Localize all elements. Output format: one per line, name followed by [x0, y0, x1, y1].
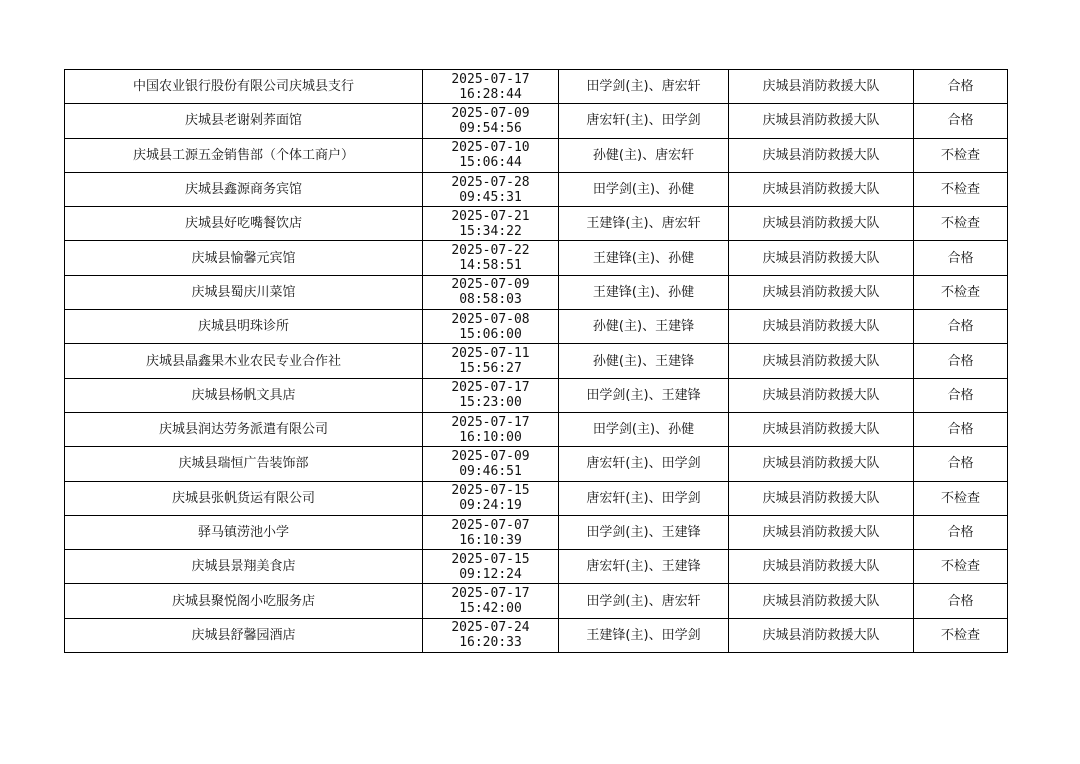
inspection-unit-cell: 庆城县消防救援大队 [729, 481, 914, 515]
unit-name-cell: 庆城县明珠诊所 [65, 310, 423, 344]
inspection-time-cell [423, 104, 559, 138]
inspector-cell: 唐宏轩(主)、田学剑 [559, 447, 729, 481]
inspection-date: 2025-07-22 [451, 243, 530, 259]
inspector-cell: 王建锋(主)、孙健 [559, 241, 729, 275]
table-row [65, 310, 1008, 344]
table-row [65, 618, 1008, 652]
inspection-time-cell [423, 207, 559, 241]
inspector-cell: 田学剑(主)、王建锋 [559, 515, 729, 549]
table-row [65, 172, 1008, 206]
inspector-cell: 田学剑(主)、孙健 [559, 172, 729, 206]
inspection-time-cell [423, 378, 559, 412]
table-row [65, 138, 1008, 172]
inspector-cell: 唐宏轩(主)、田学剑 [559, 481, 729, 515]
result-cell: 合格 [914, 241, 1008, 275]
inspection-clock: 14:58:51 [459, 258, 522, 274]
inspection-time-cell [423, 584, 559, 618]
unit-name-cell: 中国农业银行股份有限公司庆城县支行 [65, 70, 423, 104]
inspection-time-cell [423, 481, 559, 515]
inspection-unit-cell: 庆城县消防救援大队 [729, 275, 914, 309]
unit-name-cell: 庆城县舒馨园酒店 [65, 618, 423, 652]
unit-name-cell: 驿马镇涝池小学 [65, 515, 423, 549]
unit-name-cell: 庆城县老谢剁荞面馆 [65, 104, 423, 138]
inspection-unit-cell: 庆城县消防救援大队 [729, 378, 914, 412]
table-row [65, 344, 1008, 378]
unit-name-cell: 庆城县晶鑫果木业农民专业合作社 [65, 344, 423, 378]
result-cell: 不检查 [914, 275, 1008, 309]
table-row [65, 584, 1008, 618]
inspection-unit-cell: 庆城县消防救援大队 [729, 207, 914, 241]
inspection-time-cell [423, 550, 559, 584]
inspection-unit-cell: 庆城县消防救援大队 [729, 138, 914, 172]
inspection-clock: 09:46:51 [459, 463, 522, 479]
inspection-time-cell [423, 172, 559, 206]
inspection-clock: 15:34:22 [459, 223, 522, 239]
table-row [65, 275, 1008, 309]
inspection-clock: 09:12:24 [459, 566, 522, 582]
result-cell: 不检查 [914, 172, 1008, 206]
inspector-cell: 田学剑(主)、孙健 [559, 412, 729, 446]
result-cell: 合格 [914, 447, 1008, 481]
table-row [65, 241, 1008, 275]
unit-name-cell: 庆城县鑫源商务宾馆 [65, 172, 423, 206]
inspection-date: 2025-07-15 [451, 483, 530, 499]
inspection-clock: 09:24:19 [459, 498, 522, 514]
inspection-clock: 16:28:44 [459, 86, 522, 102]
inspection-time-cell [423, 70, 559, 104]
inspection-clock: 15:56:27 [459, 361, 522, 377]
table-row [65, 104, 1008, 138]
result-cell: 合格 [914, 70, 1008, 104]
inspection-unit-cell: 庆城县消防救援大队 [729, 241, 914, 275]
inspection-date: 2025-07-17 [451, 414, 530, 430]
unit-name-cell: 庆城县工源五金销售部（个体工商户） [65, 138, 423, 172]
inspection-unit-cell: 庆城县消防救援大队 [729, 515, 914, 549]
inspector-cell: 田学剑(主)、唐宏轩 [559, 70, 729, 104]
inspection-unit-cell: 庆城县消防救援大队 [729, 412, 914, 446]
inspection-unit-cell: 庆城县消防救援大队 [729, 344, 914, 378]
inspection-date: 2025-07-09 [451, 105, 530, 121]
inspection-date: 2025-07-17 [451, 71, 530, 87]
inspection-time-cell [423, 344, 559, 378]
table-row [65, 70, 1008, 104]
table-row [65, 207, 1008, 241]
unit-name-cell: 庆城县润达劳务派遣有限公司 [65, 412, 423, 446]
table-row [65, 550, 1008, 584]
inspection-time-cell [423, 515, 559, 549]
unit-name-cell: 庆城县聚悦阁小吃服务店 [65, 584, 423, 618]
unit-name-cell: 庆城县瑞恒广告装饰部 [65, 447, 423, 481]
inspection-table [64, 69, 1008, 653]
unit-name-cell: 庆城县张帆货运有限公司 [65, 481, 423, 515]
inspection-time-cell [423, 138, 559, 172]
table-row [65, 515, 1008, 549]
inspection-date: 2025-07-17 [451, 586, 530, 602]
result-cell: 不检查 [914, 618, 1008, 652]
inspection-clock: 09:45:31 [459, 189, 522, 205]
inspection-date: 2025-07-07 [451, 517, 530, 533]
inspection-date: 2025-07-24 [451, 620, 530, 636]
inspection-date: 2025-07-21 [451, 208, 530, 224]
result-cell: 合格 [914, 378, 1008, 412]
unit-name-cell: 庆城县景翔美食店 [65, 550, 423, 584]
inspector-cell: 唐宏轩(主)、王建锋 [559, 550, 729, 584]
result-cell: 合格 [914, 584, 1008, 618]
inspection-clock: 08:58:03 [459, 292, 522, 308]
result-cell: 合格 [914, 344, 1008, 378]
inspection-clock: 15:42:00 [459, 601, 522, 617]
inspector-cell: 王建锋(主)、田学剑 [559, 618, 729, 652]
inspection-unit-cell: 庆城县消防救援大队 [729, 70, 914, 104]
inspection-unit-cell: 庆城县消防救援大队 [729, 550, 914, 584]
inspection-unit-cell: 庆城县消防救援大队 [729, 310, 914, 344]
inspection-clock: 15:23:00 [459, 395, 522, 411]
inspection-date: 2025-07-28 [451, 174, 530, 190]
result-cell: 合格 [914, 310, 1008, 344]
inspection-unit-cell: 庆城县消防救援大队 [729, 618, 914, 652]
inspection-time-cell [423, 447, 559, 481]
inspection-time-cell [423, 618, 559, 652]
table-row [65, 378, 1008, 412]
result-cell: 合格 [914, 412, 1008, 446]
result-cell: 合格 [914, 104, 1008, 138]
inspection-date: 2025-07-09 [451, 448, 530, 464]
inspection-clock: 16:10:00 [459, 429, 522, 445]
result-cell: 不检查 [914, 550, 1008, 584]
inspection-date: 2025-07-10 [451, 140, 530, 156]
inspection-date: 2025-07-17 [451, 380, 530, 396]
result-cell: 不检查 [914, 481, 1008, 515]
unit-name-cell: 庆城县好吃嘴餐饮店 [65, 207, 423, 241]
table-row [65, 412, 1008, 446]
inspection-clock: 15:06:00 [459, 326, 522, 342]
unit-name-cell: 庆城县愉馨元宾馆 [65, 241, 423, 275]
result-cell: 不检查 [914, 207, 1008, 241]
inspection-time-cell [423, 310, 559, 344]
inspection-time-cell [423, 241, 559, 275]
inspector-cell: 孙健(主)、唐宏轩 [559, 138, 729, 172]
result-cell: 不检查 [914, 138, 1008, 172]
table-row [65, 447, 1008, 481]
inspector-cell: 孙健(主)、王建锋 [559, 344, 729, 378]
inspector-cell: 田学剑(主)、唐宏轩 [559, 584, 729, 618]
inspection-clock: 16:20:33 [459, 635, 522, 651]
table-body [65, 70, 1008, 653]
inspector-cell: 王建锋(主)、唐宏轩 [559, 207, 729, 241]
inspector-cell: 田学剑(主)、王建锋 [559, 378, 729, 412]
inspector-cell: 唐宏轩(主)、田学剑 [559, 104, 729, 138]
inspection-time-cell [423, 412, 559, 446]
inspection-clock: 09:54:56 [459, 120, 522, 136]
unit-name-cell: 庆城县蜀庆川菜馆 [65, 275, 423, 309]
inspection-clock: 15:06:44 [459, 155, 522, 171]
inspection-date: 2025-07-08 [451, 311, 530, 327]
inspection-unit-cell: 庆城县消防救援大队 [729, 447, 914, 481]
inspection-date: 2025-07-09 [451, 277, 530, 293]
unit-name-cell: 庆城县杨帆文具店 [65, 378, 423, 412]
inspection-date: 2025-07-15 [451, 551, 530, 567]
inspection-unit-cell: 庆城县消防救援大队 [729, 172, 914, 206]
inspection-clock: 16:10:39 [459, 532, 522, 548]
inspector-cell: 孙健(主)、王建锋 [559, 310, 729, 344]
inspector-cell: 王建锋(主)、孙健 [559, 275, 729, 309]
inspection-time-cell [423, 275, 559, 309]
table-row [65, 481, 1008, 515]
inspection-unit-cell: 庆城县消防救援大队 [729, 584, 914, 618]
inspection-unit-cell: 庆城县消防救援大队 [729, 104, 914, 138]
inspection-date: 2025-07-11 [451, 346, 530, 362]
result-cell: 合格 [914, 515, 1008, 549]
